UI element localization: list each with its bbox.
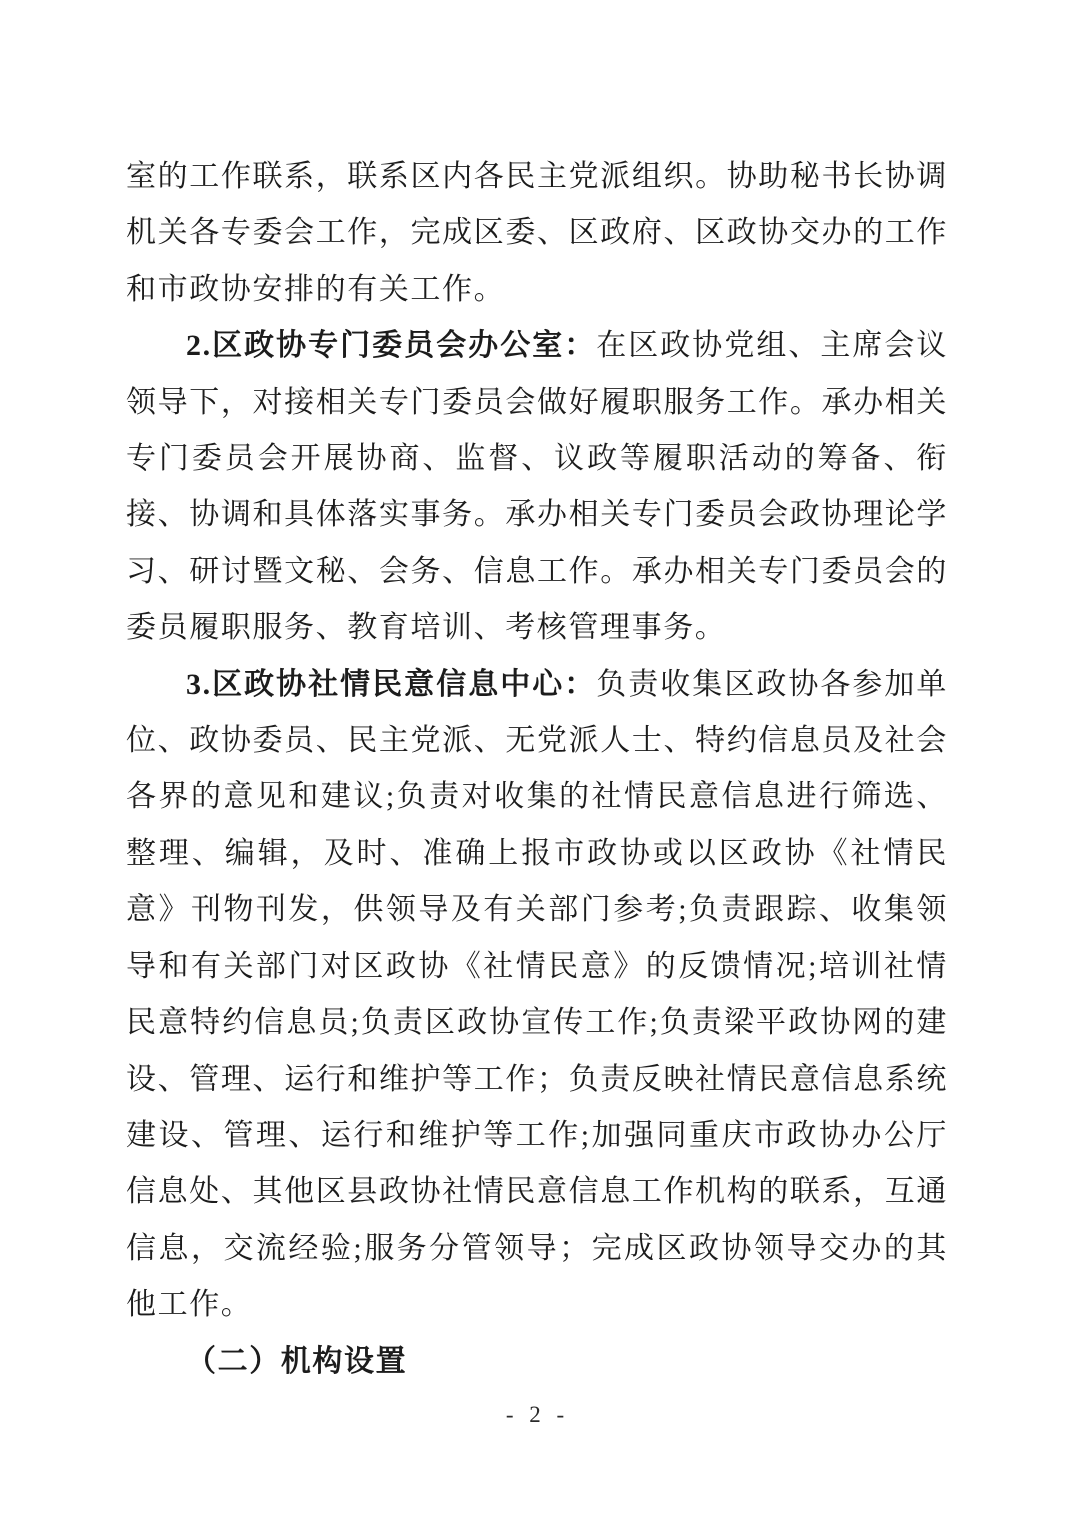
paragraph-text: 在区政协党组、主席会议领导下，对接相关专门委员会做好履职服务工作。承办相关专门委员会开展协商、监督、议政等履职活动的筹备、衔接、协调和具体落实事务。承办相关专门委员会政协理论学习、研讨暨文秘、会务、信息工作。承办相关专门委员会的委员履职服务、教育培训、考核管理事务。	[126, 329, 948, 645]
paragraph-lead: 2.区政协专门委员会办公室：	[186, 329, 597, 363]
paragraph-text: 负责收集区政协各参加单位、政协委员、民主党派、无党派人士、特约信息员及社会各界的意见和建议;负责对收集的社情民意信息进行筛选、整理、编辑，及时、准确上报市政协或以区政协《社情民意》刊物刊发，供领导及有关部门参考;负责跟踪、收集领导和有关部门对区政协《社情民意》的反馈情况;培训社情民意特约信息员;负责区政协宣传工作;负责梁平政协网的建设、管理、运行和维护等工作；负责反映社情民意信息系统建设、管理、运行和维护等工作;加强同重庆市政协办公厅信息处、其他区县政协社情民意信息工作机构的联系，互通信息，交流经验;服务分管领导；完成区政协领导交办的其他工作。	[126, 667, 948, 1322]
page-number: - 2 -	[505, 1402, 570, 1427]
paragraph-lead: 3.区政协社情民意信息中心：	[186, 667, 597, 701]
paragraph-continuation	[126, 149, 948, 318]
section-heading: （二）机构设置	[186, 1344, 408, 1378]
document-body	[126, 149, 948, 1390]
paragraph-committee-office	[126, 318, 948, 656]
paragraph-information-center	[126, 657, 948, 1334]
paragraph-text: 室的工作联系，联系区内各民主党派组织。协助秘书长协调机关各专委会工作，完成区委、区政府、区政协交办的工作和市政协安排的有关工作。	[126, 160, 948, 306]
